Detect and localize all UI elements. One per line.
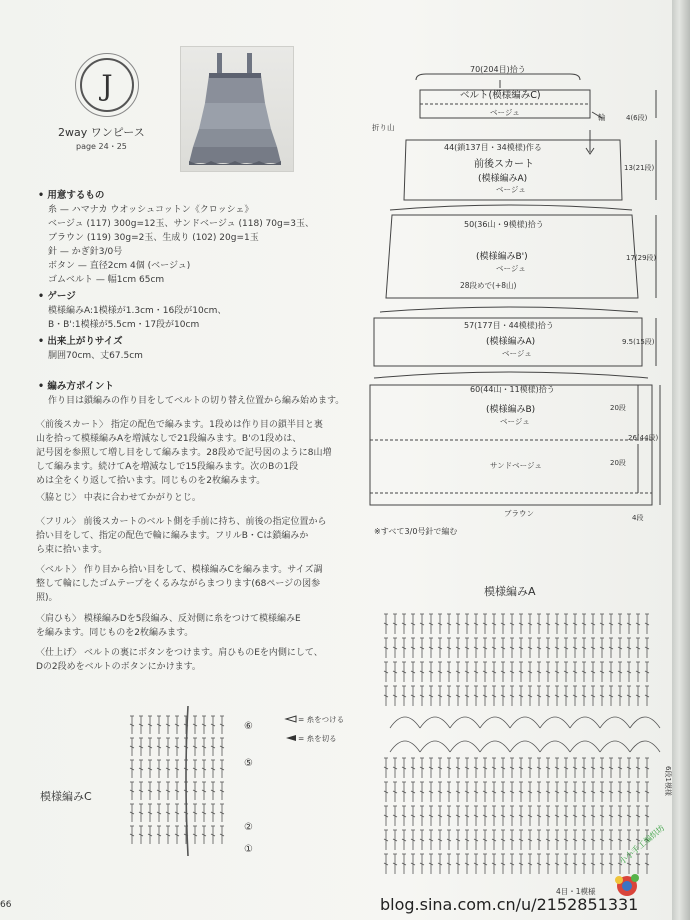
chart-c-row-label: ① bbox=[244, 844, 253, 855]
chain-arc-symbol bbox=[450, 717, 480, 728]
belt-color: ベージュ bbox=[490, 108, 520, 117]
chart-c-row-label: ⑥ bbox=[244, 721, 253, 732]
points-line: 〈ベルト〉 作り目から拾い目をして、模様編みCを編みます。サイズ調 bbox=[36, 565, 323, 575]
frill-lower-shape bbox=[370, 385, 652, 505]
points-line: して編みます。続けてAを増減なしで15段編みます。次のBの1段 bbox=[36, 462, 299, 472]
points-line: を編みます。同じものを2枚編みます。 bbox=[36, 628, 194, 638]
chain-arc-symbol bbox=[540, 741, 570, 752]
watermark-url: blog.sina.com.cn/u/2152851331 bbox=[380, 895, 639, 914]
dress-illustration bbox=[181, 47, 293, 171]
chain-arc-symbol bbox=[630, 717, 660, 728]
chain-arc-symbol bbox=[450, 741, 480, 752]
points-line: 〈前後スカート〉 指定の配色で編みます。1段めは作り目の鎖半目と裏 bbox=[36, 420, 323, 430]
chain-arc-symbol bbox=[420, 741, 450, 752]
materials-line: 針 — かぎ針3/0号 bbox=[48, 247, 123, 257]
gauge-line: 模様編みA:1模様が1.3cm・16段が10cm、 bbox=[48, 306, 227, 316]
skirt-lower-color: ベージュ bbox=[496, 264, 526, 273]
chain-arc-symbol bbox=[570, 717, 600, 728]
skirt-upper-title: 前後スカート bbox=[474, 159, 534, 170]
belt-top-arc bbox=[426, 74, 580, 80]
chart-c-title: 模様編みC bbox=[40, 790, 92, 803]
size-heading: • 出来上がりサイズ bbox=[38, 336, 123, 347]
chain-arc-symbol bbox=[390, 717, 420, 728]
chart-c-row-label: ⑤ bbox=[244, 758, 253, 769]
points-line: 〈仕上げ〉 ベルトの裏にボタンをつけます。肩ひものEを内側にして、 bbox=[36, 648, 323, 658]
skirt-lower-dimension: 17(29段) bbox=[626, 254, 657, 262]
chain-arc-symbol bbox=[600, 717, 630, 728]
points-line: ら束に拾います。 bbox=[36, 545, 108, 555]
chart-a-bottom-note: 4目・1模様 bbox=[556, 887, 596, 896]
pattern-letter-badge bbox=[80, 58, 134, 112]
book-spine bbox=[672, 0, 690, 920]
chart-a-title: 模様編みA bbox=[484, 585, 536, 598]
frill-lower-rows-c: 4段 bbox=[632, 514, 644, 522]
chain-arc-symbol bbox=[600, 741, 630, 752]
skirt-upper-top-label: 44(鎖137目・34模様)作る bbox=[444, 143, 542, 152]
frill-lower-rows-a: 20段 bbox=[610, 404, 626, 412]
frill-lower-color2: サンドベージュ bbox=[490, 461, 542, 470]
materials-heading: • 用意するもの bbox=[38, 190, 105, 201]
skirt-upper-color: ベージュ bbox=[496, 185, 526, 194]
frill-upper-color: ベージュ bbox=[502, 349, 532, 358]
chain-arc-symbol bbox=[420, 717, 450, 728]
chain-arc-symbol bbox=[480, 717, 510, 728]
points-line: 〈肩ひも〉 模様編みDを5段編み、反対側に糸をつけて模様編みE bbox=[36, 614, 301, 624]
points-line: 山を拾って模様編みAを増減なしで21段編みます。B'の1段めは、 bbox=[36, 434, 302, 444]
skirt-lower-top-label: 50(36山・9模様)拾う bbox=[464, 220, 544, 229]
belt-title: ベルト(模様編みC) bbox=[460, 90, 541, 101]
skirt-lower-note: 28段めで(+8山) bbox=[460, 281, 517, 290]
pattern-title: 2way ワンピース bbox=[58, 126, 145, 139]
frill-upper-top-label: 57(177目・44模様)拾う bbox=[464, 321, 554, 330]
chain-arc-symbol bbox=[390, 741, 420, 752]
legend-attach-yarn: = 糸をつける bbox=[298, 715, 345, 724]
chain-arc-symbol bbox=[540, 717, 570, 728]
points-line: 照)。 bbox=[36, 593, 58, 603]
frill-lower-color: ベージュ bbox=[500, 417, 530, 426]
stitch-chart-c bbox=[126, 706, 356, 866]
page-number: 66 bbox=[0, 900, 12, 910]
points-heading: • 編み方ポイント bbox=[38, 381, 114, 392]
construction-diagram bbox=[370, 60, 670, 550]
chart-c-edge-line bbox=[186, 706, 188, 856]
chart-a-side-note: 6段1模様 bbox=[664, 766, 672, 796]
materials-line: ボタン — 直径2cm 4個 (ベージュ) bbox=[48, 261, 191, 271]
frill-lower-top-label: 60(44山・11模様)拾う bbox=[470, 385, 555, 394]
points-line: 記号図を参照して増し目をして編みます。28段めで記号図のように8山増 bbox=[36, 448, 332, 458]
points-line: 作り目は鎖編みの作り目をしてベルトの切り替え位置から編み始めます。 bbox=[48, 396, 345, 406]
points-line: Dの2段めをベルトのボタンにかけます。 bbox=[36, 662, 201, 672]
points-line: 拾い目をして、指定の配色で輪に編みます。フリルB・Cは鎖編みか bbox=[36, 531, 309, 541]
legend-cut-yarn: = 糸を切る bbox=[298, 734, 337, 743]
dress-photo bbox=[180, 46, 294, 172]
frill-lower-pattern: (模様編みB) bbox=[486, 405, 536, 415]
pattern-letter: J bbox=[101, 68, 113, 102]
skirt-upper-pattern: (模様編みA) bbox=[478, 174, 528, 184]
chart-c-row-label: ② bbox=[244, 822, 253, 833]
frill-lower-rows-b: 20段 bbox=[610, 459, 626, 467]
chain-arc-symbol bbox=[630, 741, 660, 752]
materials-line: 糸 — ハマナカ ウオッシュコットン《クロッシェ》 bbox=[48, 205, 254, 215]
frill-lower-dimension: 26(44段) bbox=[628, 434, 659, 442]
fold-label: 折り山 bbox=[372, 123, 395, 132]
skirt-upper-dimension: 13(21段) bbox=[624, 164, 655, 172]
materials-line: ベージュ (117) 300g=12玉、サンドベージュ (118) 70g=3玉、 bbox=[48, 219, 314, 229]
ring-label: 輪 bbox=[598, 113, 606, 122]
chart-c-legend bbox=[286, 714, 344, 743]
materials-line: ブラウン (119) 30g=2玉、生成り (102) 20g=1玉 bbox=[48, 233, 259, 243]
chain-arc-symbol bbox=[480, 741, 510, 752]
frill-lower-color3: ブラウン bbox=[504, 509, 534, 518]
watermark-stamp-text: 小小手工编织坊 bbox=[617, 823, 667, 867]
points-line: 〈脇とじ〉 中表に合わせてかがりとじ。 bbox=[36, 493, 201, 503]
points-line: 〈フリル〉 前後スカートのベルト側を手前に持ち、前後の指定位置から bbox=[36, 517, 327, 527]
materials-line: ゴムベルト — 幅1cm 65cm bbox=[48, 275, 165, 285]
points-line: めは全をくり返して拾います。同じものを2枚編みます。 bbox=[36, 476, 266, 486]
chain-arc-symbol bbox=[510, 717, 540, 728]
gauge-heading: • ゲージ bbox=[38, 291, 76, 302]
belt-dimension: 4(6段) bbox=[626, 114, 648, 122]
chain-arc-symbol bbox=[510, 741, 540, 752]
points-line: 整して輪にしたゴムテープをくるみながらまつります(68ページの図参 bbox=[36, 579, 321, 589]
frill-upper-dimension: 9.5(15段) bbox=[622, 338, 655, 346]
frill-upper-pattern: (模様編みA) bbox=[486, 337, 536, 347]
diagram-footnote: ※すべて3/0号針で編む bbox=[374, 527, 458, 536]
skirt-lower-pattern: (模様編みB') bbox=[476, 252, 528, 262]
belt-top-label: 70(204目)拾う bbox=[470, 65, 526, 74]
size-line: 胴囲70cm、丈67.5cm bbox=[48, 351, 143, 361]
chain-arc-symbol bbox=[570, 741, 600, 752]
page-reference: page 24・25 bbox=[76, 142, 127, 151]
gauge-line: B・B':1模様が5.5cm・17段が10cm bbox=[48, 320, 200, 330]
